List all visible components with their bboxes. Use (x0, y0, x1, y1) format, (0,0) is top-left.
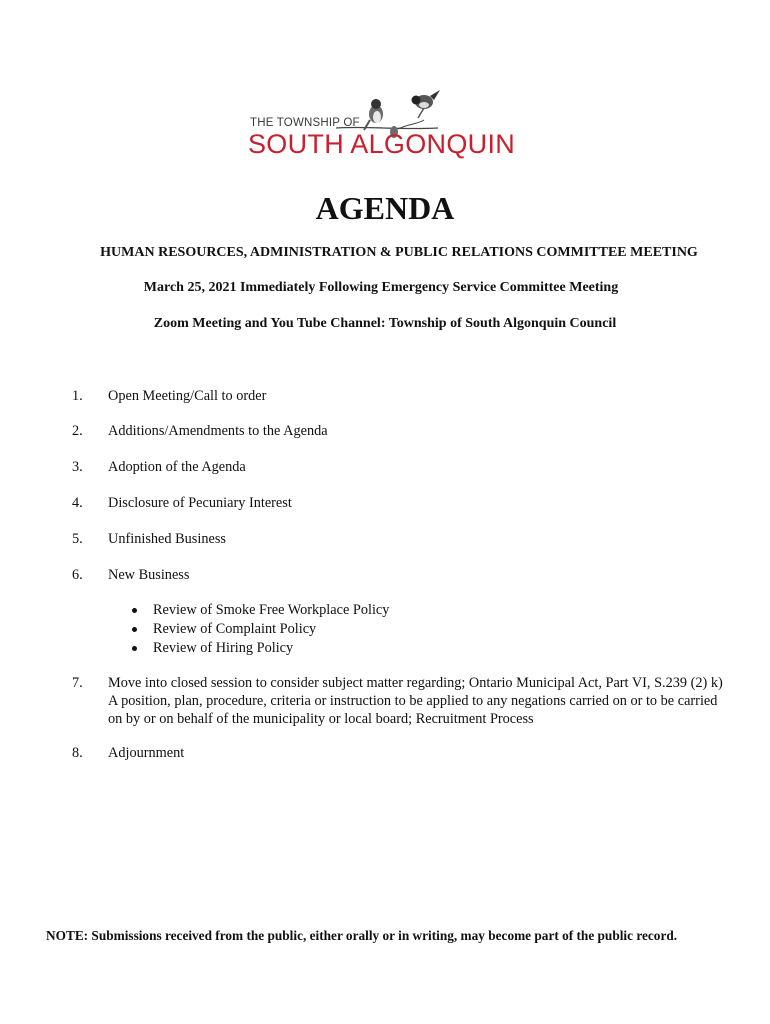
item-text: Disclosure of Pecuniary Interest (108, 495, 292, 511)
item-number: 8. (72, 745, 83, 761)
item-text: Move into closed session to consider subject matter regarding; Ontario Municipal Act, Part VI, S.239 (2) k) A position, plan, procedure, criteria or instruction to be applied to any negations carried on or to be carried on by or on behalf of the municipality or local board; Recruitment Process (108, 675, 723, 727)
list-item-text: Review of Complaint Policy (153, 621, 317, 637)
item-text: Unfinished Business (108, 531, 226, 547)
item-text: Adoption of the Agenda (108, 459, 246, 475)
item-text: Additions/Amendments to the Agenda (108, 423, 328, 439)
item-text: Open Meeting/Call to order (108, 388, 267, 404)
item-number: 1. (72, 388, 83, 404)
item-number: 5. (72, 531, 83, 547)
list-item-text: Review of Smoke Free Workplace Policy (153, 602, 390, 618)
meeting-name: HUMAN RESOURCES, ADMINISTRATION & PUBLIC RELATIONS COMMITTEE MEETING (100, 245, 698, 260)
list-item (130, 601, 389, 620)
logo-top-text: THE TOWNSHIP OF (250, 117, 360, 129)
item-text: Adjournment (108, 745, 185, 761)
list-item (130, 620, 389, 639)
item-number: 3. (72, 459, 83, 475)
item-number: 2. (72, 423, 83, 439)
bullet-icon (132, 646, 137, 651)
township-logo (248, 84, 548, 168)
bullet-icon (132, 627, 137, 632)
item-text: New Business (108, 567, 190, 583)
public-record-note: NOTE: Submissions received from the public, either orally or in writing, may become part of the public record. (46, 928, 678, 943)
list-item (130, 639, 389, 658)
new-business-list (130, 601, 389, 658)
item-number: 4. (72, 495, 83, 511)
meeting-location: Zoom Meeting and You Tube Channel: Township of South Algonquin Council (153, 316, 617, 331)
logo-main-text: SOUTH ALGONQUIN (248, 129, 516, 159)
bullet-icon (132, 608, 137, 613)
meeting-date: March 25, 2021 Immediately Following Emergency Service Committee Meeting (143, 280, 619, 295)
list-item-text: Review of Hiring Policy (153, 640, 294, 656)
item-number: 6. (72, 567, 83, 583)
page-title: AGENDA (315, 190, 455, 226)
item-number: 7. (72, 675, 83, 691)
